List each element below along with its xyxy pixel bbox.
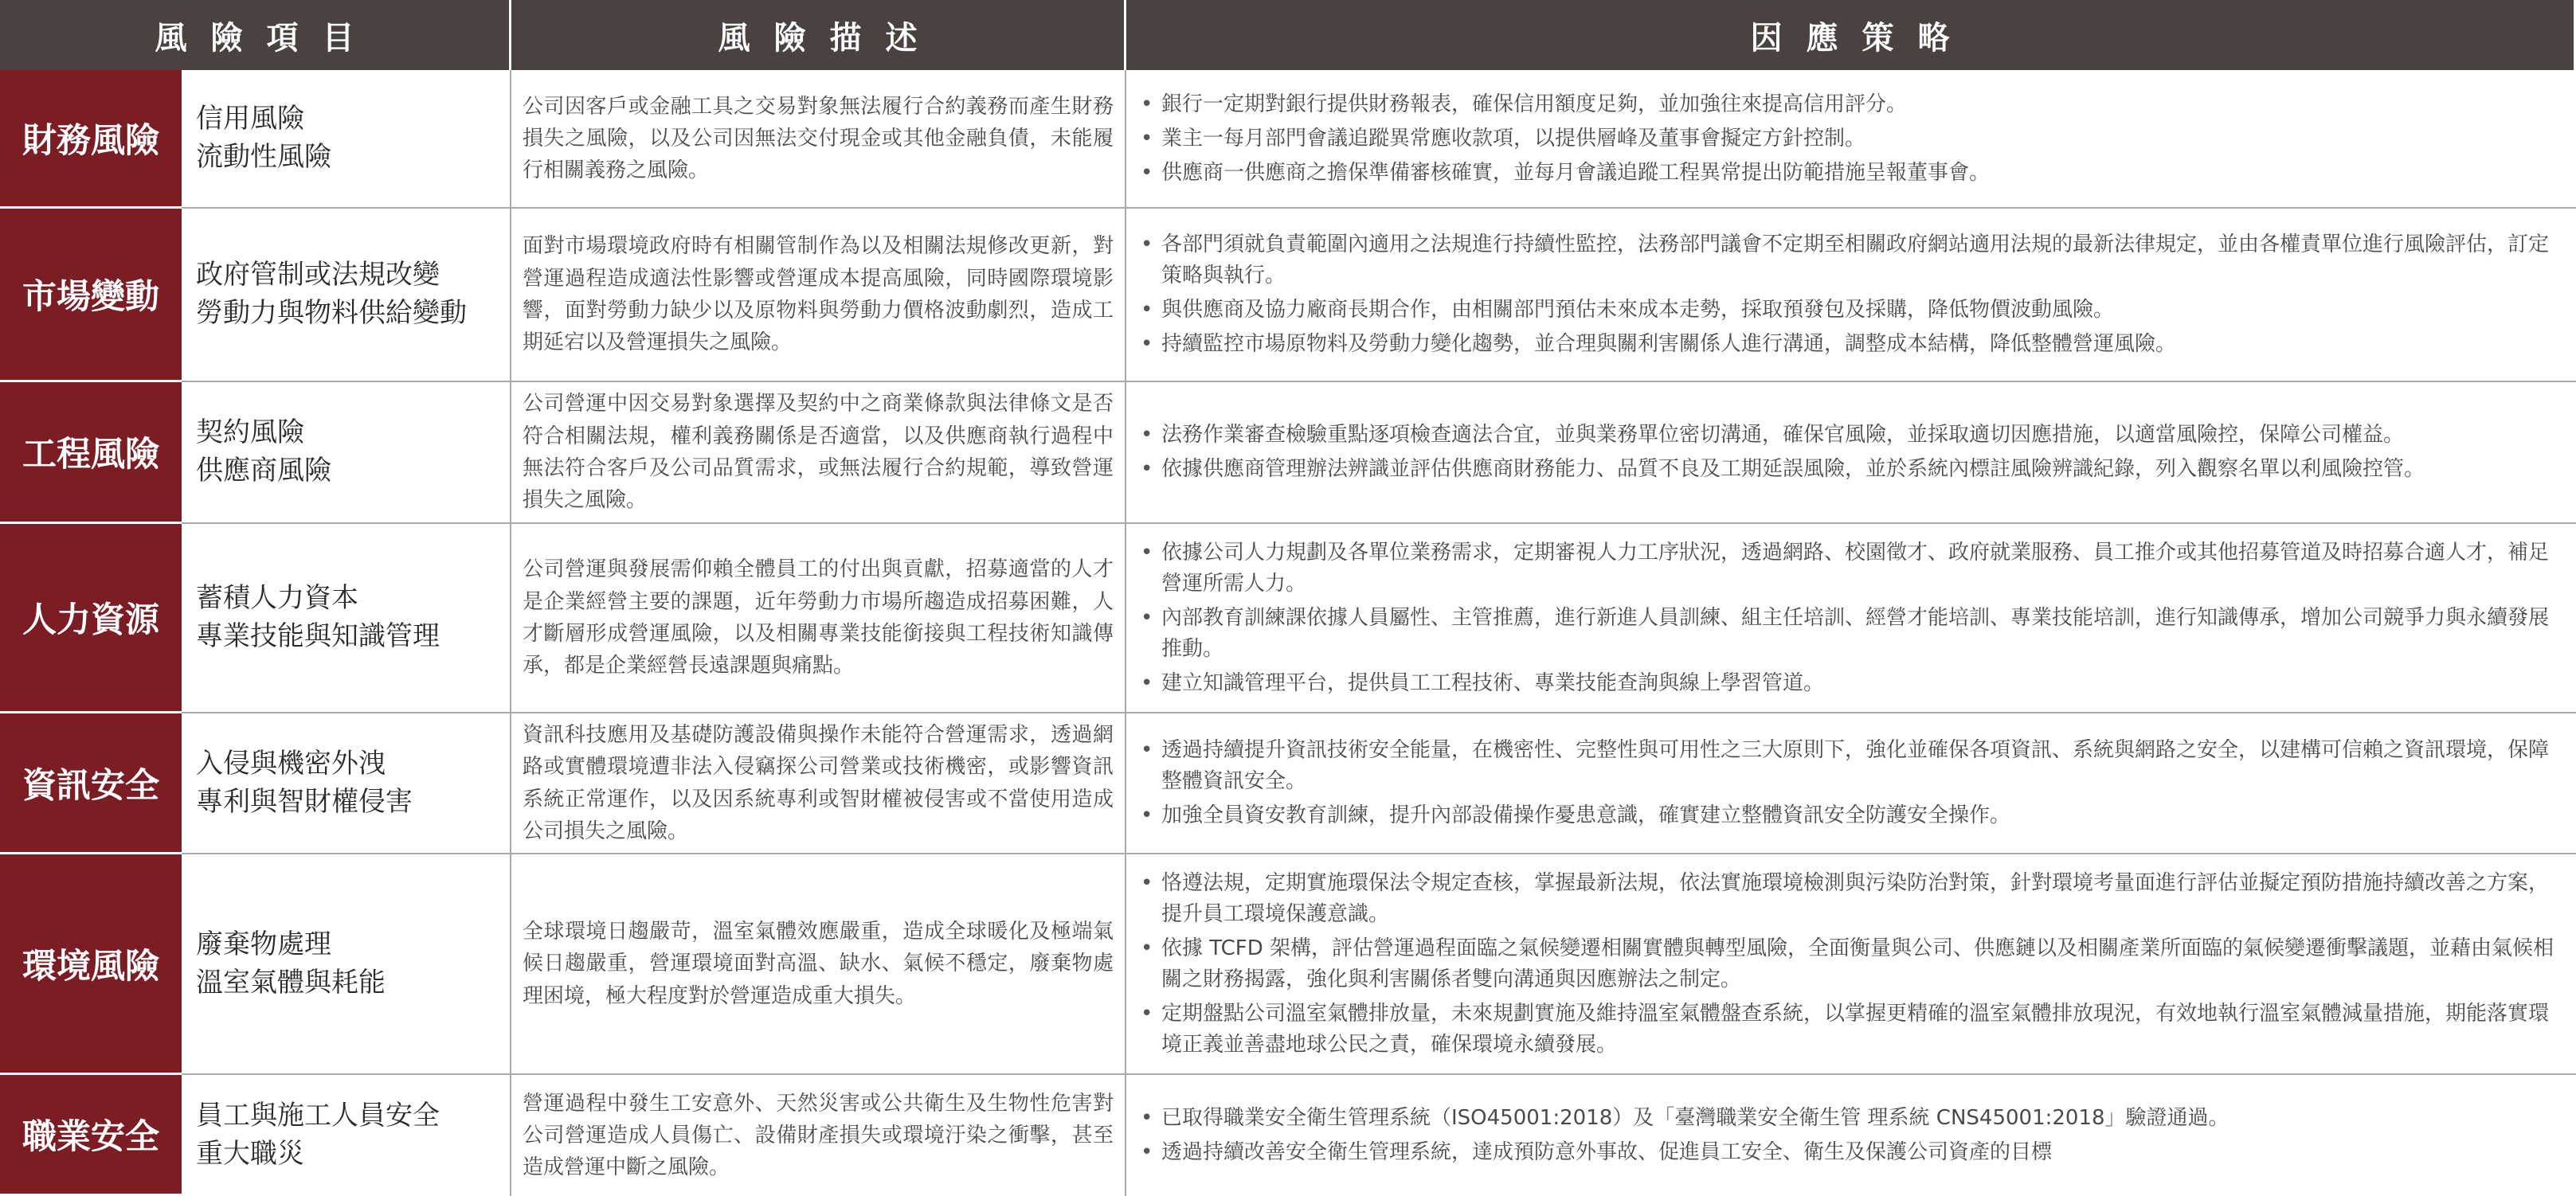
strategy-item: • 已取得職業安全衛生管理系統（ISO45001:2018）及「臺灣職業安全衛生管 理系統 CNS45001:2018」驗證通過。	[1139, 1103, 2568, 1134]
strategy-item: • 加強全員資安教育訓練，提升內部設備操作憂患意識，確實建立整體資訊安全防護安全操作。	[1139, 800, 2568, 831]
strategy-list	[1139, 416, 2568, 488]
strategy-item: • 銀行一定期對銀行提供財務報表，確保信用額度足夠，並加強往來提高信用評分。	[1139, 89, 2568, 120]
risk-item: 政府管制或法規改變	[196, 259, 440, 291]
header-risk-description	[511, 0, 1126, 70]
risk-item: 蓄積人力資本	[196, 582, 358, 615]
risk-category: 職業安全	[0, 1075, 182, 1196]
header-risk-description-text: 風險描述	[718, 19, 942, 57]
strategy-item: • 法務作業審查檢驗重點逐項檢查適法合宜，並與業務單位密切溝通，確保官風險，並採取適切因應措施，以適當風險控，保障公司權益。	[1139, 420, 2568, 451]
strategy-item: • 建立知識管理平台，提供員工工程技術、專業技能查詢與線上學習管道。	[1139, 668, 2568, 699]
strategy-item: • 恪遵法規，定期實施環保法令規定查核，掌握最新法規，依法實施環境檢測與污染防治對策，針對環境考量面進行評估並擬定預防措施持續改善之方案，提升員工環境保護意識。	[1139, 868, 2568, 930]
strategy-item: • 持續監控市場原物料及勞動力變化趨勢，並合理與關利害關係人進行溝通，調整成本結構，降低整體營運風險。	[1139, 329, 2568, 360]
risk-category: 市場變動	[0, 209, 182, 382]
header-strategy-text: 因應策略	[1750, 19, 1974, 57]
risk-description	[511, 713, 1126, 854]
strategy-item: • 各部門須就負責範圍內適用之法規進行持續性監控，法務部門議會不定期至相關政府網站適用法規的最新法律規定，並由各權責單位進行風險評估，訂定策略與執行。	[1139, 229, 2568, 291]
strategy-cell	[1126, 524, 2576, 713]
risk-item-cell	[182, 70, 511, 209]
header-risk-item-text: 風險項目	[155, 19, 378, 57]
risk-item: 專業技能與知識管理	[196, 620, 440, 652]
strategy-item: • 定期盤點公司溫室氣體排放量，未來規劃實施及維持溫室氣體盤查系統，以掌握更精確的溫室氣體排放現況，有效地執行溫室氣體減量措施，期能落實環境正義並善盡地球公民之責，確保環境永續發展。	[1139, 999, 2568, 1061]
risk-item: 員工與施工人員安全	[196, 1100, 440, 1132]
risk-item: 契約風險	[196, 416, 304, 449]
strategy-list	[1139, 226, 2568, 363]
risk-item: 廢棄物處理	[196, 928, 331, 960]
risk-category: 資訊安全	[0, 713, 182, 854]
risk-description-text: 營運過程中發生工安意外、天然災害或公共衛生及生物性危害對公司營運造成人員傷亡、設備財產損失或環境汙染之衝擊，甚至造成營運中斷之風險。	[523, 1091, 1114, 1180]
strategy-item: • 透過持續改善安全衛生管理系統，達成預防意外事故、促進員工安全、衛生及保護公司資產的目標	[1139, 1137, 2568, 1168]
strategy-list	[1139, 534, 2568, 702]
risk-item-cell	[182, 382, 511, 524]
strategy-list	[1139, 865, 2568, 1064]
risk-item-cell	[182, 713, 511, 854]
risk-item: 溫室氣體與耗能	[196, 966, 386, 999]
risk-item: 勞動力與物料供給變動	[196, 297, 467, 329]
strategy-item: • 供應商一供應商之擔保準備審核確實，並每月會議追蹤工程異常提出防範措施呈報董事會。	[1139, 158, 2568, 189]
strategy-list	[1139, 732, 2568, 834]
risk-item: 重大職災	[196, 1138, 304, 1170]
risk-category: 工程風險	[0, 382, 182, 524]
risk-item-cell	[182, 524, 511, 713]
risk-description-text: 公司營運中因交易對象選擇及契約中之商業條款與法律條文是否符合相關法規，權利義務關係是否適當，以及供應商執行過程中無法符合客戶及公司品質需求，或無法履行合約規範，導致營運損失之風險。	[523, 392, 1114, 513]
risk-description-text: 面對市場環境政府時有相關管制作為以及相關法規修改更新，對營運過程造成適法性影響或營運成本提高風險，同時國際環境影響，面對勞動力缺少以及原物料與勞動力價格波動劇烈，造成工期延宕以及營運損失之風險。	[523, 234, 1114, 355]
risk-item: 專利與智財權侵害	[196, 785, 413, 818]
strategy-item: • 與供應商及協力廠商長期合作，由相關部門預估未來成本走勢，採取預發包及採購，降低物價波動風險。	[1139, 295, 2568, 326]
risk-item-cell	[182, 1075, 511, 1196]
risk-category: 人力資源	[0, 524, 182, 713]
header-strategy	[1126, 0, 2576, 70]
strategy-list	[1139, 1100, 2568, 1171]
strategy-item: • 透過持續提升資訊技術安全能量，在機密性、完整性與可用性之三大原則下，強化並確保各項資訊、系統與網路之安全，以建構可信賴之資訊環境，保障整體資訊安全。	[1139, 735, 2568, 797]
strategy-item: • 內部教育訓練課依據人員屬性、主管推薦，進行新進人員訓練、組主任培訓、經營才能培訓、專業技能培訓，進行知識傳承，增加公司競爭力與永續發展推動。	[1139, 603, 2568, 665]
strategy-item: • 業主一每月部門會議追蹤異常應收款項，以提供層峰及董事會擬定方針控制。	[1139, 123, 2568, 154]
risk-description-text: 全球環境日趨嚴苛，溫室氣體效應嚴重，造成全球暖化及極端氣候日趨嚴重，營運環境面對高溫、缺水、氣候不穩定，廢棄物處理困境，極大程度對於營運造成重大損失。	[523, 920, 1114, 1008]
risk-description	[511, 854, 1126, 1075]
risk-item-cell	[182, 854, 511, 1075]
strategy-cell	[1126, 713, 2576, 854]
risk-description-text: 公司因客戶或金融工具之交易對象無法履行合約義務而產生財務損失之風險，以及公司因無法交付現金或其他金融負債，未能履行相關義務之風險。	[523, 94, 1114, 183]
risk-description	[511, 70, 1126, 209]
risk-description	[511, 1075, 1126, 1196]
strategy-cell	[1126, 854, 2576, 1075]
strategy-cell	[1126, 209, 2576, 382]
risk-description-text: 資訊科技應用及基礎防護設備與操作未能符合營運需求，透過網路或實體環境遭非法入侵竊探公司營業或技術機密，或影響資訊系統正常運作，以及因系統專利或智財權被侵害或不當使用造成公司損失之風險。	[523, 722, 1114, 843]
risk-item: 流動性風險	[196, 141, 331, 173]
risk-description-text: 公司營運與發展需仰賴全體員工的付出與貢獻，招募適當的人才是企業經營主要的課題，近年勞動力市場所趨造成招募困難，人才斷層形成營運風險，以及相關專業技能銜接與工程技術知識傳承，都是企業經營長遠課題與痛點。	[523, 557, 1114, 678]
strategy-item: • 依據公司人力規劃及各單位業務需求，定期審視人力工序狀況，透過網路、校園徵才、政府就業服務、員工推介或其他招募管道及時招募合適人才，補足營運所需人力。	[1139, 537, 2568, 600]
strategy-item: • 依據 TCFD 架構，評估營運過程面臨之氣候變遷相關實體與轉型風險，全面衡量與公司、供應鏈以及相關產業所面臨的氣候變遷衝擊議題，並藉由氣候相關之財務揭露，強化與利害關係者雙向溝通與因應辦法之制定。	[1139, 933, 2568, 995]
header-risk-item	[0, 0, 511, 70]
risk-category: 財務風險	[0, 70, 182, 209]
risk-item-cell	[182, 209, 511, 382]
risk-item: 入侵與機密外洩	[196, 747, 386, 780]
strategy-cell	[1126, 1075, 2576, 1196]
strategy-cell	[1126, 382, 2576, 524]
risk-item: 供應商風險	[196, 455, 331, 487]
strategy-item: • 依據供應商管理辦法辨識並評估供應商財務能力、品質不良及工期延誤風險，並於系統內標註風險辨識紀錄，列入觀察名單以利風險控管。	[1139, 454, 2568, 485]
risk-description	[511, 382, 1126, 524]
risk-description	[511, 209, 1126, 382]
risk-item: 信用風險	[196, 103, 304, 135]
strategy-list	[1139, 86, 2568, 192]
strategy-cell	[1126, 70, 2576, 209]
risk-description	[511, 524, 1126, 713]
risk-category: 環境風險	[0, 854, 182, 1075]
